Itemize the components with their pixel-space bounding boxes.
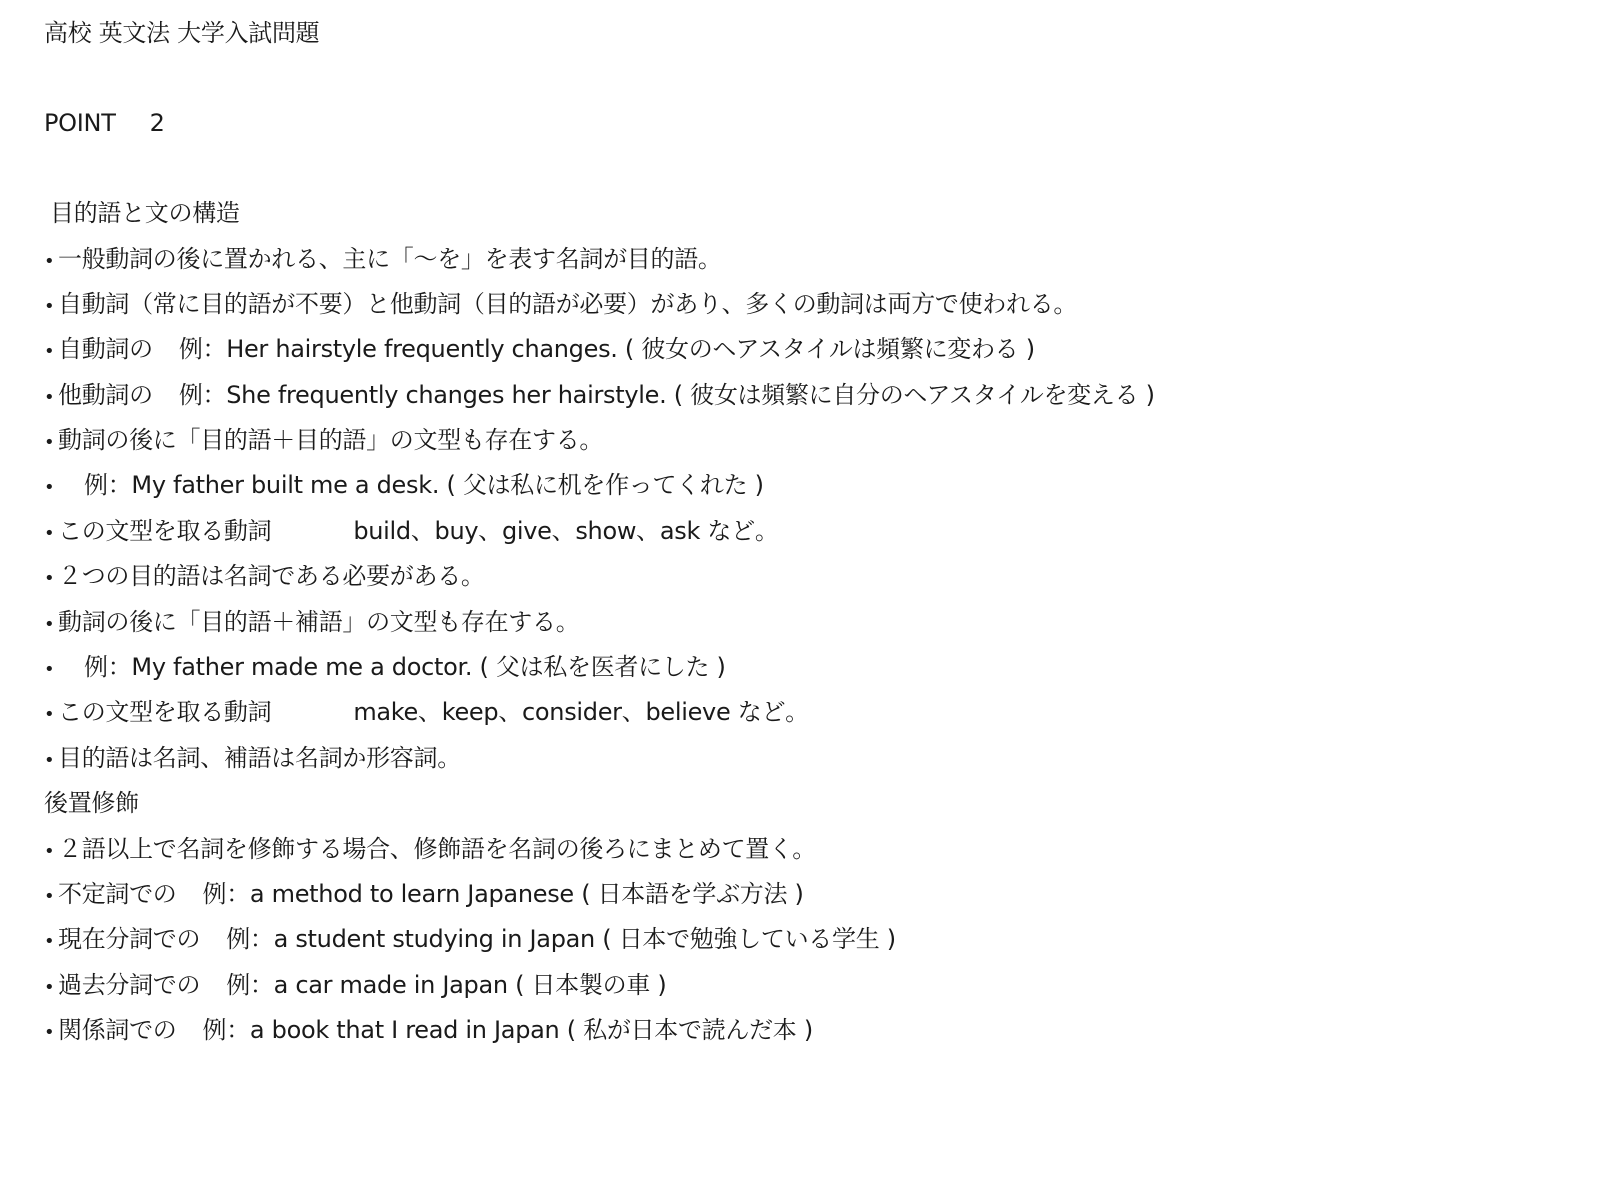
list-item <box>44 561 485 594</box>
list-item-text: Her hairstyle frequently changes. ( 彼女のヘアスタイルは頻繁に変わる ) <box>226 335 1035 363</box>
list-item-text: 動詞の後に「目的語＋補語」の文型も存在する。 <box>58 608 580 636</box>
bullet-icon: • <box>44 341 55 362</box>
list-item <box>44 425 603 458</box>
bullet-icon: • <box>44 977 55 998</box>
example-label: 例： <box>202 880 250 908</box>
list-item-text: ２語以上で名詞を修飾する場合、修飾語を名詞の後ろにまとめて置く。 <box>58 835 816 863</box>
list-item-text: 一般動詞の後に置かれる、主に「〜を」を表す名詞が目的語。 <box>58 245 722 273</box>
list-item <box>44 697 809 730</box>
bullet-icon: • <box>44 659 55 680</box>
point-heading <box>44 108 165 138</box>
list-item-text: My father made me a doctor. ( 父は私を医者にした ) <box>131 653 726 681</box>
list-item <box>44 289 1077 322</box>
list-item-lead: 他動詞の <box>58 381 153 409</box>
example-label: 例： <box>202 1016 250 1044</box>
list-item-text: 目的語は名詞、補語は名詞か形容詞。 <box>58 744 461 772</box>
list-item <box>44 652 726 685</box>
bullet-icon: • <box>44 750 55 771</box>
list-item-text: a method to learn Japanese ( 日本語を学ぶ方法 ) <box>249 880 804 908</box>
list-item <box>44 879 804 912</box>
list-item <box>44 334 1035 367</box>
list-item <box>44 970 666 1003</box>
bullet-icon: • <box>44 387 55 408</box>
example-label: 例： <box>226 971 274 999</box>
bullet-icon: • <box>44 432 55 453</box>
bullet-icon: • <box>44 1022 55 1043</box>
list-item-text: 自動詞（常に目的語が不要）と他動詞（目的語が必要）があり、多くの動詞は両方で使われる。 <box>58 290 1078 318</box>
list-item-lead: この文型を取る動詞 <box>58 517 272 545</box>
list-item-text: She frequently changes her hairstyle. ( 彼女は頻繁に自分のヘアスタイルを変える ) <box>226 381 1155 409</box>
bullet-icon: • <box>44 523 55 544</box>
bullet-icon: • <box>44 477 55 498</box>
list-item <box>44 244 722 277</box>
list-item-text: ２つの目的語は名詞である必要がある。 <box>58 562 485 590</box>
list-item-lead: この文型を取る動詞 <box>58 698 272 726</box>
list-item-lead: 不定詞での <box>58 880 177 908</box>
list-item <box>44 516 779 549</box>
list-item-text: a book that I read in Japan ( 私が日本で読んだ本 ) <box>249 1016 813 1044</box>
list-item-text: 動詞の後に「目的語＋目的語」の文型も存在する。 <box>58 426 604 454</box>
point-number: 2 <box>149 109 165 137</box>
list-item <box>44 1015 813 1048</box>
list-item-lead: 過去分詞での <box>58 971 201 999</box>
list-item <box>44 607 579 640</box>
list-item <box>44 380 1155 413</box>
bullet-icon: • <box>44 886 55 907</box>
bullet-icon: • <box>44 296 55 317</box>
bullet-icon: • <box>44 931 55 952</box>
list-item-lead: 現在分詞での <box>58 925 201 953</box>
list-item-text: build、buy、give、show、ask など。 <box>353 517 779 545</box>
list-item-text: a car made in Japan ( 日本製の車 ) <box>273 971 667 999</box>
list-item <box>44 470 764 503</box>
bullet-icon: • <box>44 704 55 725</box>
example-label: 例： <box>178 381 227 409</box>
list-item-text: make、keep、consider、believe など。 <box>353 698 809 726</box>
example-label: 例： <box>226 925 274 953</box>
document-title: 高校 英文法 大学入試問題 <box>44 19 320 47</box>
list-item-text: My father built me a desk. ( 父は私に机を作ってくれた ) <box>131 471 764 499</box>
section-heading-objects: 目的語と文の構造 <box>50 199 240 227</box>
bullet-icon: • <box>44 614 55 635</box>
point-label: POINT <box>44 109 116 137</box>
example-label: 例： <box>84 653 132 681</box>
list-item <box>44 743 461 776</box>
list-item-lead: 自動詞の <box>58 335 153 363</box>
list-item-text: a student studying in Japan ( 日本で勉強している学生 ) <box>273 925 896 953</box>
example-label: 例： <box>84 471 132 499</box>
example-label: 例： <box>178 335 227 363</box>
list-item-lead: 関係詞での <box>58 1016 177 1044</box>
bullet-icon: • <box>44 841 55 862</box>
bullet-icon: • <box>44 251 55 272</box>
bullet-icon: • <box>44 568 55 589</box>
list-item <box>44 924 896 957</box>
list-item <box>44 834 816 867</box>
section-heading-postmodification: 後置修飾 <box>44 789 139 817</box>
